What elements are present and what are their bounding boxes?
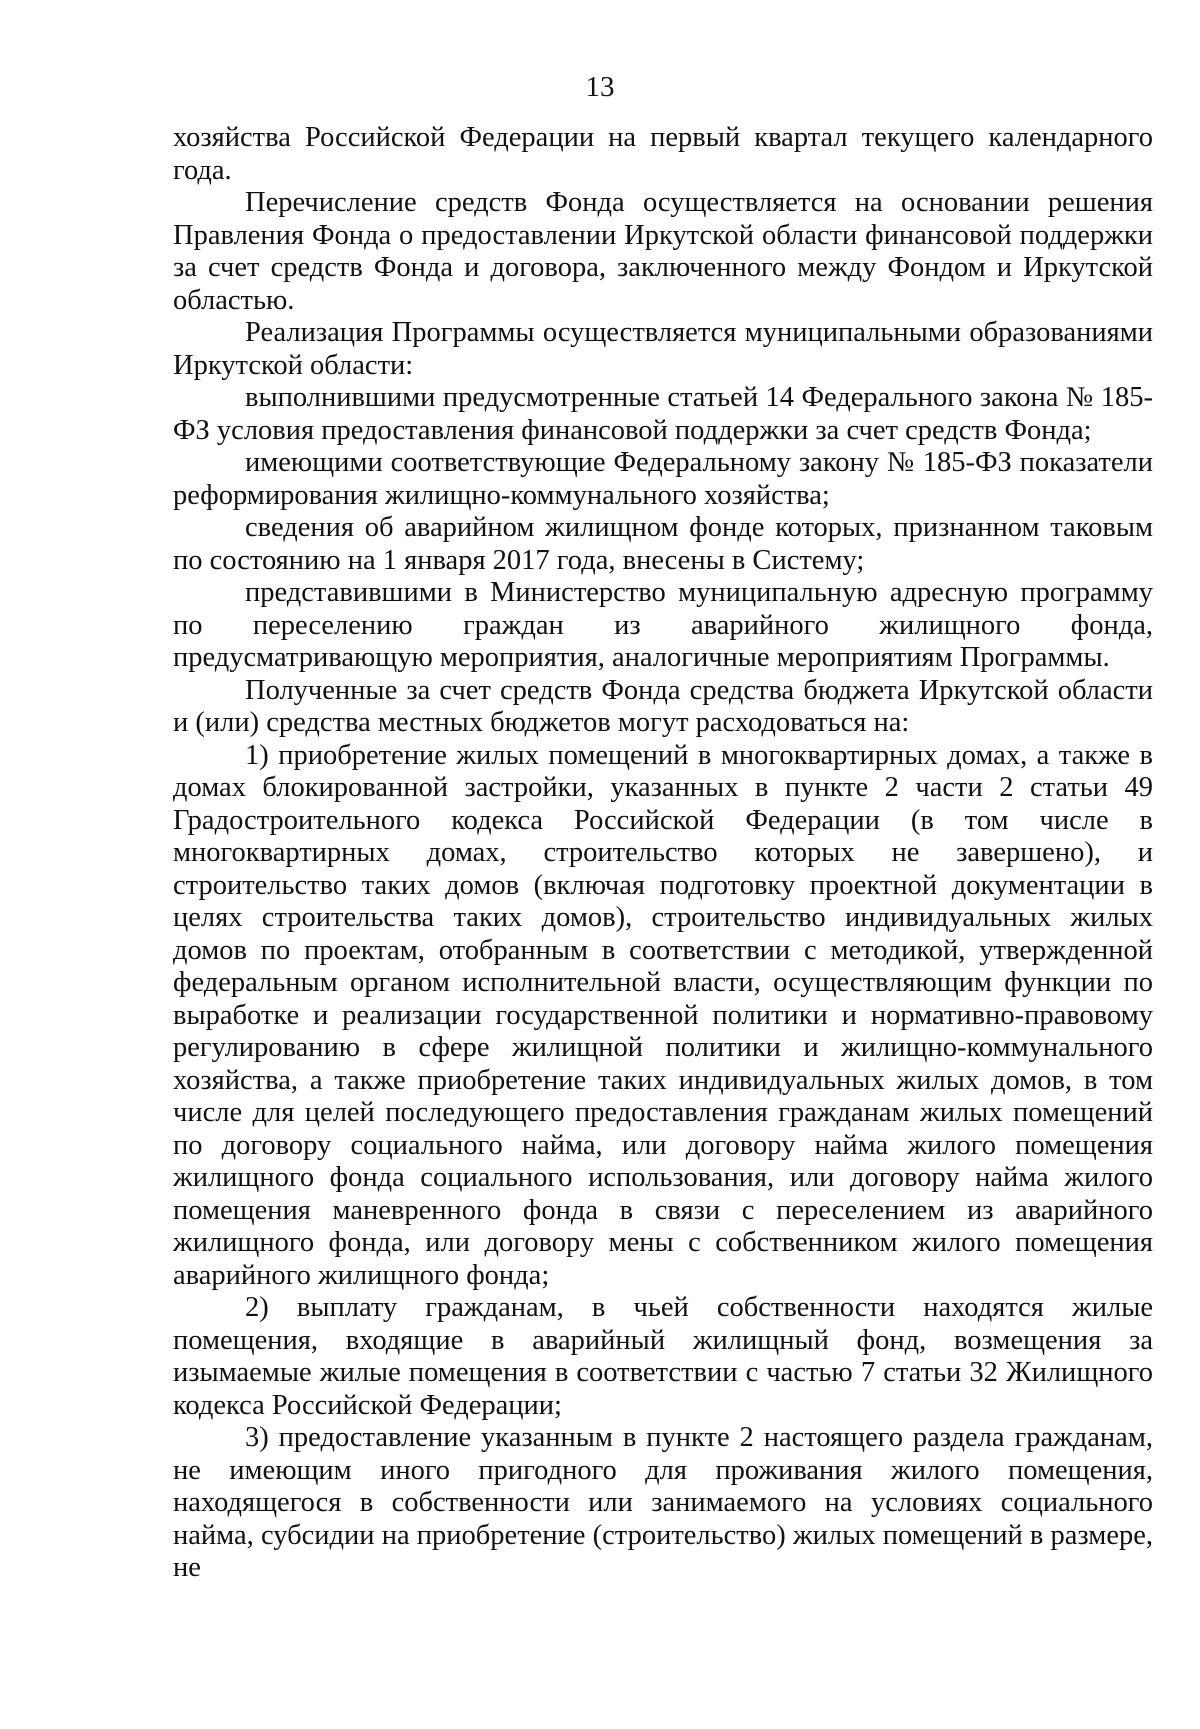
document-body	[173, 122, 1153, 1585]
paragraph-item-1: 1) приобретение жилых помещений в многоквартирных домах, а также в домах блокированной застройки, указанных в пункте 2 части 2 статьи 49 Градостроительного кодекса Российской Федерации (в том числе в многоквартирных домах, строительство которых не завершено), и строительство таких домов (включая подготовку проектной документации в целях строительства таких домов), строительство индивидуальных жилых домов по проектам, отобранным в соответствии с методикой, утвержденной федеральным органом исполнительной власти, осуществляющим функции по выработке и реализации государственной политики и нормативно-правовому регулированию в сфере жилищной политики и жилищно-коммунального хозяйства, а также приобретение таких индивидуальных жилых домов, в том числе для целей последующего предоставления гражданам жилых помещений по договору социального найма, или договору найма жилого помещения жилищного фонда социального использования, или договору найма жилого помещения маневренного фонда в связи с переселением из аварийного жилищного фонда, или договору мены с собственником жилого помещения аварийного жилищного фонда;	[173, 739, 1153, 1291]
page-number: 13	[585, 71, 615, 103]
paragraph-condition-1: выполнившими предусмотренные статьей 14 Федерального закона № 185-ФЗ условия предоставления финансовой поддержки за счет средств Фонда;	[173, 382, 1153, 446]
paragraph-funds-usage: Полученные за счет средств Фонда средства бюджета Иркутской области и (или) средства местных бюджетов могут расходоваться на:	[173, 674, 1153, 738]
paragraph-item-2: 2) выплату гражданам, в чьей собственности находятся жилые помещения, входящие в аварийный жилищный фонд, возмещения за изымаемые жилые помещения в соответствии с частью 7 статьи 32 Жилищного кодекса Российской Федерации;	[173, 1292, 1153, 1421]
paragraph-condition-2: имеющими соответствующие Федеральному закону № 185-ФЗ показатели реформирования жилищно-коммунального хозяйства;	[173, 447, 1153, 511]
paragraph-program-implementation: Реализация Программы осуществляется муниципальными образованиями Иркутской области:	[173, 317, 1153, 381]
paragraph-condition-4: представившими в Министерство муниципальную адресную программу по переселению граждан из аварийного жилищного фонда, предусматривающую мероприятия, аналогичные мероприятиям Программы.	[173, 577, 1153, 673]
paragraph-continuation: хозяйства Российской Федерации на первый квартал текущего календарного года.	[173, 122, 1153, 186]
paragraph-condition-3: сведения об аварийном жилищном фонде которых, признанном таковым по состоянию на 1 января 2017 года, внесены в Систему;	[173, 512, 1153, 576]
paragraph-item-3: 3) предоставление указанным в пункте 2 настоящего раздела гражданам, не имеющим иного пригодного для проживания жилого помещения, находящегося в собственности или занимаемого на условиях социального найма, субсидии на приобретение (строительство) жилых помещений в размере, не	[173, 1422, 1153, 1583]
paragraph-fund-transfer: Перечисление средств Фонда осуществляется на основании решения Правления Фонда о предоставлении Иркутской области финансовой поддержки за счет средств Фонда и договора, заключенного между Фондом и Иркутской областью.	[173, 187, 1153, 316]
